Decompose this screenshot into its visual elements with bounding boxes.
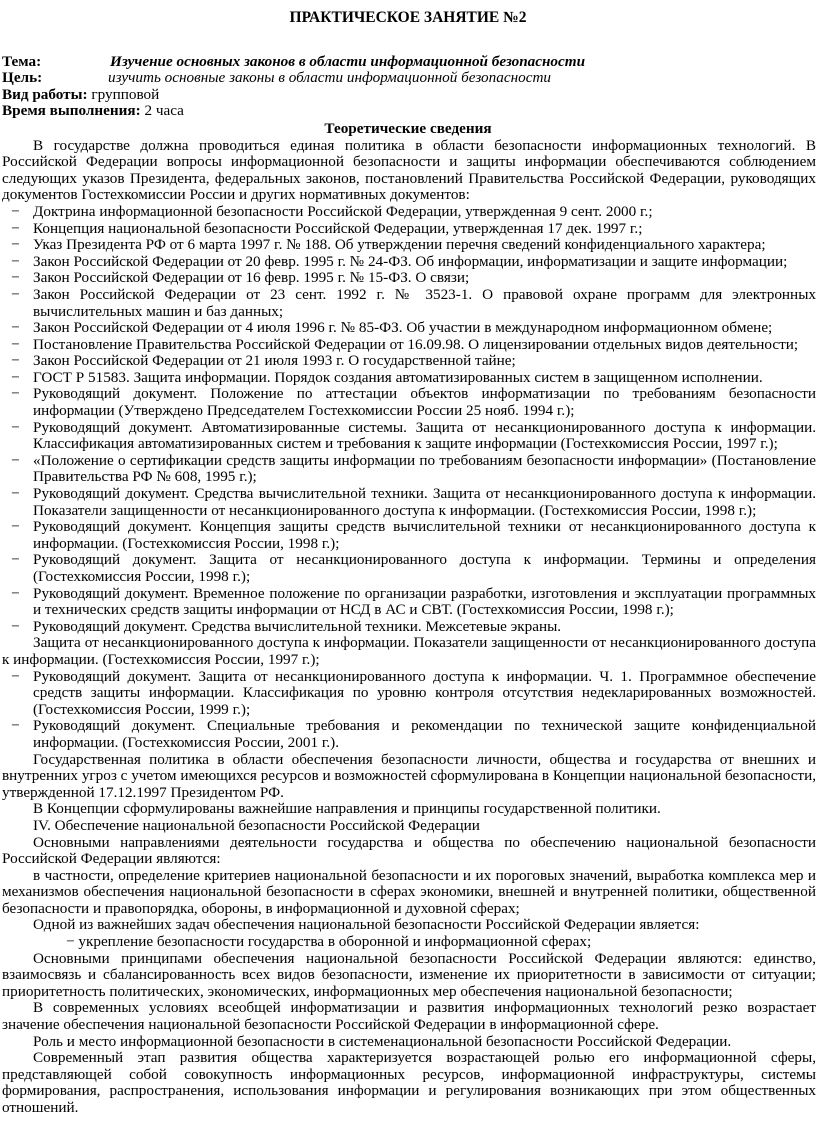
- duration-line: [0, 103, 816, 120]
- list-item-text: «Положение о сертификации средств защиты информации по требованиям безопасности информации» (Постановление Правительства РФ № 608, 1995 г.);: [33, 451, 816, 486]
- list-item: [0, 486, 816, 519]
- dash-bullet: −: [11, 518, 20, 536]
- list-item-text: ГОСТ Р 51583. Защита информации. Порядок создания автоматизированных систем в защищенном исполнении.: [33, 368, 763, 386]
- list-item-text: Руководящий документ. Защита от несанкционированного доступа к информации. Термины и определения (Гостехкомиссия России, 1998 г.);: [33, 551, 816, 585]
- dash-bullet: −: [11, 584, 20, 602]
- list-item: [0, 320, 816, 337]
- dash-bullet: −: [11, 485, 20, 503]
- documents-list-continued: [0, 669, 816, 752]
- document-page: [0, 10, 816, 1117]
- body-paragraph: Одной из важнейших задач обеспечения национальной безопасности Российской Федерации является:: [33, 916, 700, 934]
- list-item-text: Руководящий документ. Положение по аттестации объектов информатизации по требованиям безопасности информации (Утверждено Председателем Гостехкомиссии России 25 нояб. 1994 г.);: [33, 385, 816, 420]
- duration-value: 2 часа: [140, 102, 184, 120]
- list-item-text: Руководящий документ. Защита от несанкционированного доступа к информации. Ч. 1. Программное обеспечение средств защиты информации. Классификация по уровню контроля отсутствия недекларированных возможностей. (Гостехкомиссия России, 1999 г.);: [33, 667, 816, 718]
- goal-value: изучить основные законы в области информационной безопасности: [108, 69, 552, 87]
- dash-bullet: −: [11, 252, 20, 270]
- list-item: [0, 221, 816, 238]
- list-item-text: Руководящий документ. Автоматизированные системы. Защита от несанкционированного доступа к информации. Классификация автоматизированных систем и требования к защите информации (Гостехкомиссия России, 1997 г.);: [33, 418, 816, 453]
- list-item: [0, 718, 816, 751]
- dash-bullet: −: [11, 219, 20, 237]
- list-item: [0, 586, 816, 619]
- duration-label: Время выполнения:: [2, 102, 141, 120]
- dash-bullet: −: [11, 202, 20, 220]
- list-item: [0, 237, 816, 254]
- list-item: [0, 619, 816, 636]
- dash-bullet: −: [66, 933, 75, 951]
- section-heading: Теоретические сведения: [324, 119, 492, 137]
- body-paragraph: Основными направлениями деятельности государства и общества по обеспечению национальной безопасности Российской Федерации являются:: [2, 833, 816, 868]
- body-paragraph: в частности, определение критериев национальной безопасности и их пороговых значений, выработка комплекса мер и механизмов обеспечения национальной безопасности в сферах экономики, внешней и внутренней политики, общественной безопасности и правопорядка, обороны, в информационной и духовной сферах;: [2, 866, 816, 917]
- list-item-text: Закон Российской Федерации от 21 июля 1993 г. О государственной тайне;: [33, 352, 516, 370]
- list-item: [0, 453, 816, 486]
- dash-bullet: −: [11, 352, 20, 370]
- dash-bullet: −: [11, 335, 20, 353]
- dash-bullet: −: [11, 368, 20, 386]
- dash-bullet: −: [11, 451, 20, 469]
- indented-dash-text: укрепление безопасности государства в оборонной и информационной сферах;: [78, 933, 592, 951]
- dash-bullet: −: [11, 667, 20, 685]
- topic-value: Изучение основных законов в области информационной безопасности: [110, 52, 586, 70]
- list-item: [0, 287, 816, 320]
- dash-bullet: −: [11, 319, 20, 337]
- dash-bullet: −: [11, 269, 20, 287]
- intro-paragraph: В государстве должна проводиться единая политика в области безопасности информационных технологий. В Российской Федерации вопросы информационной безопасности и защиты информации обеспечиваются соблюдением следующих указов Президента, федеральных законов, постановлений Правительства Российской Федерации, руководящих документов Гостехкомиссии России и других нормативных документов:: [2, 136, 816, 204]
- list-item: [0, 669, 816, 719]
- list-item: [0, 386, 816, 419]
- list-item: [0, 519, 816, 552]
- list-item-text: Руководящий документ. Средства вычислительной техники. Защита от несанкционированного доступа к информации. Показатели защищенности от несанкционированного доступа к информации. (Гостехкомиссия России, 1998 г.);: [33, 485, 816, 519]
- list-item-text: Закон Российской Федерации от 16 февр. 1995 г. № 15-ФЗ. О связи;: [33, 269, 470, 287]
- list-item-text: Руководящий документ. Временное положение по организации разработки, изготовления и эксплуатации программных и технических средств защиты информации от НСД в АС и СВТ. (Гостехкомиссия России, 1998 г.);: [33, 584, 816, 619]
- dash-bullet: −: [11, 418, 20, 436]
- list-item-text: Концепция национальной безопасности Российской Федерации, утвержденная 17 дек. 1997 г.;: [33, 219, 643, 237]
- dash-bullet: −: [11, 617, 20, 635]
- list-item-text: Руководящий документ. Концепция защиты средств вычислительной техники от несанкционированного доступа к информации. (Гостехкомиссия России, 1998 г.);: [33, 518, 816, 552]
- dash-bullet: −: [11, 717, 20, 735]
- list-item: [0, 353, 816, 370]
- body-paragraph: IV. Обеспечение национальной безопасности Российской Федерации: [33, 816, 480, 834]
- topic-line: [0, 54, 816, 71]
- list-item-text: Закон Российской Федерации от 23 сент. 1992 г. № 3523-1. О правовой охране программ для электронных вычислительных машин и баз данных;: [33, 285, 816, 320]
- list-item: [0, 370, 816, 387]
- list-item: [0, 337, 816, 354]
- body-paragraph: В Концепции сформулированы важнейшие направления и принципы государственной политики.: [33, 800, 661, 818]
- list-item: [0, 270, 816, 287]
- dash-bullet: −: [11, 551, 20, 569]
- list-item-text: Указ Президента РФ от 6 марта 1997 г. № 188. Об утверждении перечня сведений конфиденциального характера;: [33, 236, 766, 254]
- nsd-paragraph: Защита от несанкционированного доступа к информации. Показатели защищенности от несанкционированного доступа к информации. (Гостехкомиссия России, 1997 г.);: [2, 634, 816, 668]
- list-item: [0, 254, 816, 271]
- dash-bullet: −: [11, 385, 20, 403]
- goal-label: Цель:: [2, 69, 43, 87]
- work-type-value: групповой: [87, 85, 160, 103]
- body-paragraph: Роль и место информационной безопасности в системенациональной безопасности Российской Федерации.: [33, 1032, 732, 1050]
- dash-bullet: −: [11, 236, 20, 254]
- indented-dash-item: [0, 934, 816, 951]
- list-item-text: Руководящий документ. Средства вычислительной техники. Межсетевые экраны.: [33, 617, 562, 635]
- list-item: [0, 552, 816, 585]
- body-paragraph: В современных условиях всеобщей информатизации и развития информационных технологий резко возрастает значение обеспечения национальной безопасности Российской Федерации в информационной сфере.: [2, 999, 816, 1034]
- work-type-line: [0, 87, 816, 104]
- list-item-text: Закон Российской Федерации от 4 июля 1996 г. № 85-ФЗ. Об участии в международном информационном обмене;: [33, 319, 773, 337]
- page-title: ПРАКТИЧЕСКОЕ ЗАНЯТИЕ №2: [289, 9, 527, 26]
- goal-line: [0, 70, 816, 87]
- list-item-text: Постановление Правительства Российской Федерации от 16.09.98. О лицензировании отдельных видов деятельности;: [33, 335, 799, 353]
- list-item-text: Закон Российской Федерации от 20 февр. 1995 г. № 24-ФЗ. Об информации, информатизации и защите информации;: [33, 252, 788, 270]
- body-paragraph: Основными принципами обеспечения национальной безопасности Российской Федерации являются: единство, взаимосвязь и сбалансированность всех видов безопасности, изменение их приоритетности в зависимости от ситуации; приоритетность политических, экономических, информационных мер обеспечения национальной безопасности;: [2, 949, 816, 1000]
- documents-list: [0, 204, 816, 635]
- dash-bullet: −: [11, 285, 20, 303]
- topic-label: Тема:: [2, 52, 42, 70]
- work-type-label: Вид работы:: [2, 85, 88, 103]
- list-item-text: Руководящий документ. Специальные требования и рекомендации по технической защите конфиденциальной информации. (Гостехкомиссия России, 2001 г.).: [33, 717, 816, 751]
- body-paragraph: Современный этап развития общества характеризуется возрастающей ролью его информационной сферы, представляющей собой совокупность информационных ресурсов, информационной инфраструктуры, системы формирования, распространения, использования информации и регулирования возникающих при этом общественных отношений.: [2, 1049, 816, 1116]
- list-item: [0, 204, 816, 221]
- body-paragraph: Государственная политика в области обеспечения безопасности личности, общества и государства от внешних и внутренних угроз с учетом имеющихся ресурсов и возможностей сформулирована в Концепции национальной безопасности, утвержденной 17.12.1997 Президентом РФ.: [2, 750, 816, 801]
- list-item-text: Доктрина информационной безопасности Российской Федерации, утвержденная 9 сент. 2000 г.;: [33, 202, 653, 220]
- list-item: [0, 420, 816, 453]
